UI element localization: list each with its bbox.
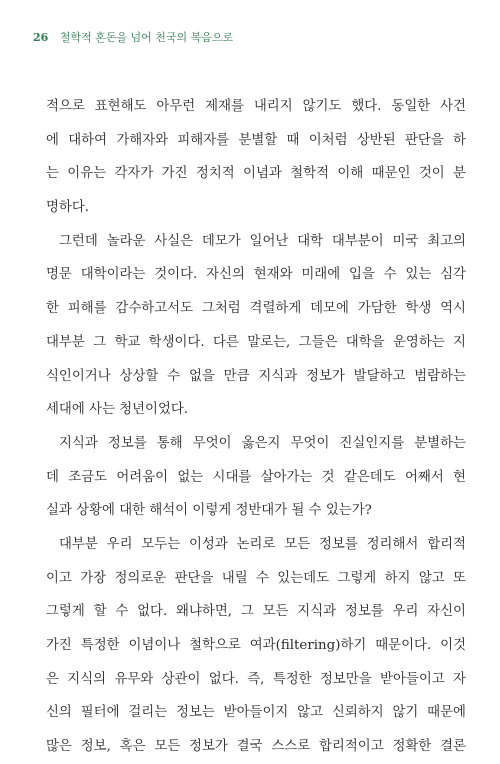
text-line: 은 지식의 유무와 상관이 없다. 즉, 특정한 정보만을 받아들이고 자: [46, 671, 466, 687]
page-number: 26: [33, 31, 49, 44]
text-line: 대부분 우리 모두는 이성과 논리로 모든 정보를 정리해서 합리적: [59, 536, 466, 552]
text-line: 에 대하여 가해자와 피해자를 분별할 때 이처럼 상반된 판단을 하: [46, 132, 466, 148]
text-line: 한 피해를 감수하고서도 그처럼 격렬하게 데모에 가담한 학생 역시: [46, 301, 466, 317]
text-line: 그런데 놀라운 사실은 데모가 일어난 대학 대부분이 미국 최고의: [59, 233, 466, 249]
text-line: 그렇게 할 수 없다. 왜냐하면, 그 모든 지식과 정보를 우리 자신이: [46, 604, 466, 620]
text-line: 지식과 정보를 통해 무엇이 옳은지 무엇이 진실인지를 분별하는: [59, 435, 466, 451]
text-line: 적으로 표현해도 아무런 제재를 내리지 않기도 했다. 동일한 사건: [46, 99, 466, 114]
running-header: [33, 29, 233, 45]
text-line: 명문 대학이라는 것이다. 자신의 현재와 미래에 입을 수 있는 심각: [46, 267, 466, 283]
text-line: 많은 정보, 혹은 모든 정보가 결국 스스로 합리적이고 정확한 결론: [46, 739, 466, 755]
text-line: 실과 상황에 대한 해석이 이렇게 정반대가 될 수 있는가?: [46, 503, 372, 519]
text-line: 가진 특정한 이념이나 철학으로 여과(filtering)하기 때문이다. 이것: [46, 638, 466, 653]
text-line: 세대에 사는 청년이었다.: [46, 402, 189, 418]
body-text: [46, 90, 466, 764]
text-line: 명하다.: [46, 200, 90, 216]
running-title: 철학적 혼돈을 넘어 천국의 복음으로: [59, 31, 234, 44]
text-line: 대부분 그 학교 학생이다. 다른 말로는, 그들은 대학을 운영하는 지: [46, 334, 466, 350]
text-line: 이고 가장 정의로운 판단을 내릴 수 있는데도 그렇게 하지 않고 또: [46, 570, 466, 586]
text-line: 는 이유는 각자가 가진 정치적 이념과 철학적 이해 때문인 것이 분: [46, 166, 466, 182]
text-line: 데 조금도 어려움이 없는 시대를 살아가는 것 같은데도 어째서 현: [46, 469, 466, 485]
text-line: 식인이거나 상상할 수 없을 만큼 지식과 정보가 발달하고 범람하는: [46, 368, 466, 384]
text-line: 신의 필터에 걸리는 정보는 받아들이지 않고 신뢰하지 않기 때문에: [46, 705, 466, 721]
